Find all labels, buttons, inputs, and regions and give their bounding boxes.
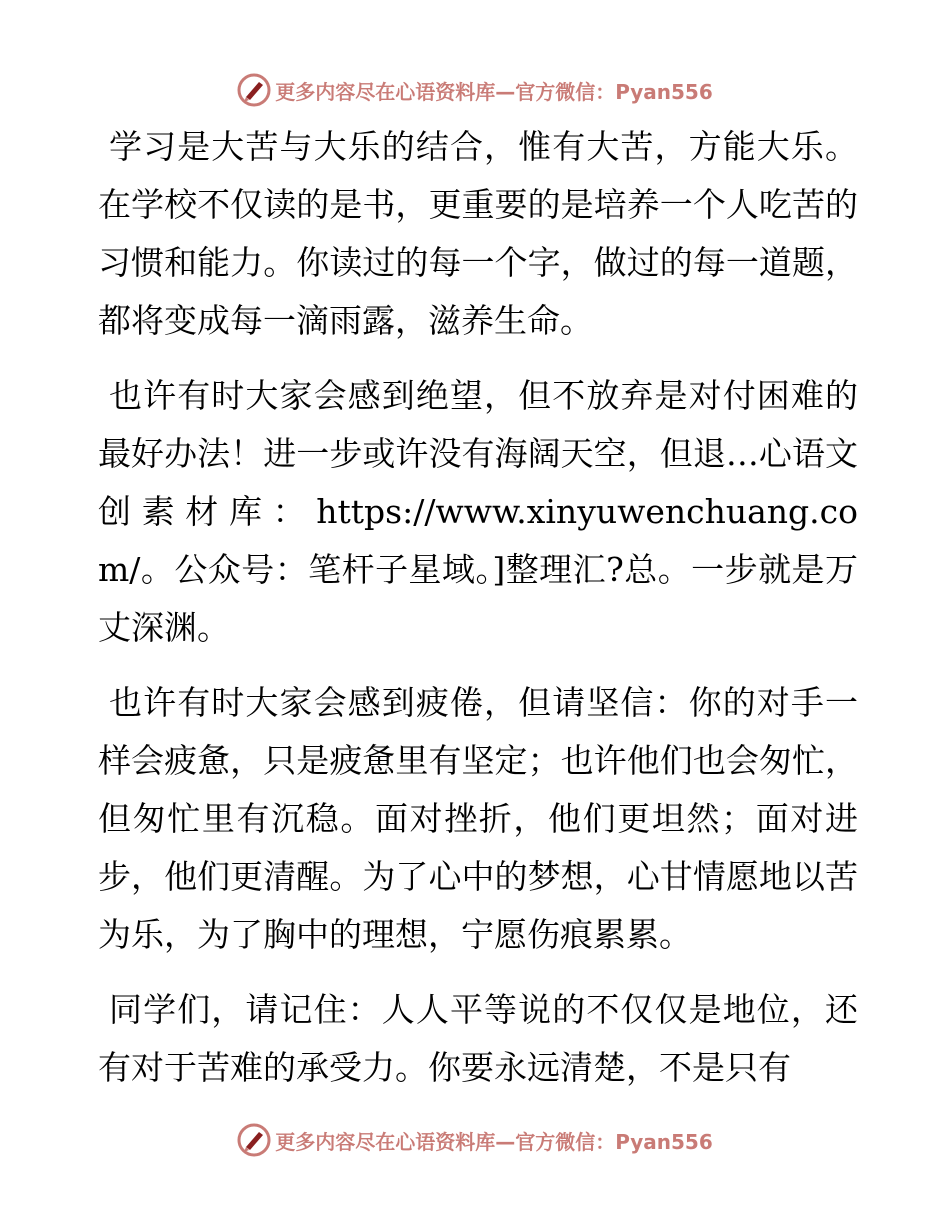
paragraph-1: 学习是大苦与大乐的结合，惟有大苦，方能大乐。在学校不仅读的是书，更重要的是培养一个人吃苦的习惯和能力。你读过的每一个字，做过的每一道题，都将变成每一滴雨露，滋养生命。 xyxy=(98,127,858,340)
banner-text: 更多内容尽在心语资料库—官方微信：Pyan556 xyxy=(275,1129,713,1154)
banner-text: 更多内容尽在心语资料库—官方微信：Pyan556 xyxy=(275,79,713,104)
pen-logo-icon xyxy=(237,1123,271,1157)
footer-banner xyxy=(0,1120,950,1160)
document-body xyxy=(98,118,858,1114)
paragraph-4: 同学们，请记住：人人平等说的不仅仅是地位，还有对于苦难的承受力。你要永远清楚，不是只有 xyxy=(98,990,858,1087)
paragraph-3: 也许有时大家会感到疲倦，但请坚信：你的对手一样会疲惫，只是疲惫里有坚定；也许他们也会匆忙，但匆忙里有沉稳。面对挫折，他们更坦然；面对进步，他们更清醒。为了心中的梦想，心甘情愿地以苦为乐，为了胸中的理想，宁愿伤痕累累。 xyxy=(98,683,858,954)
pen-logo-icon xyxy=(237,73,271,107)
header-banner xyxy=(0,70,950,110)
paragraph-2: 也许有时大家会感到绝望，但不放弃是对付困难的最好办法！进一步或许没有海阔天空，但退…心语文创素材库：https://www.xinyuwenchuang.com/。公众号：笔杆子星域。]整理汇?总。一步就是万丈深渊。 xyxy=(98,376,858,647)
